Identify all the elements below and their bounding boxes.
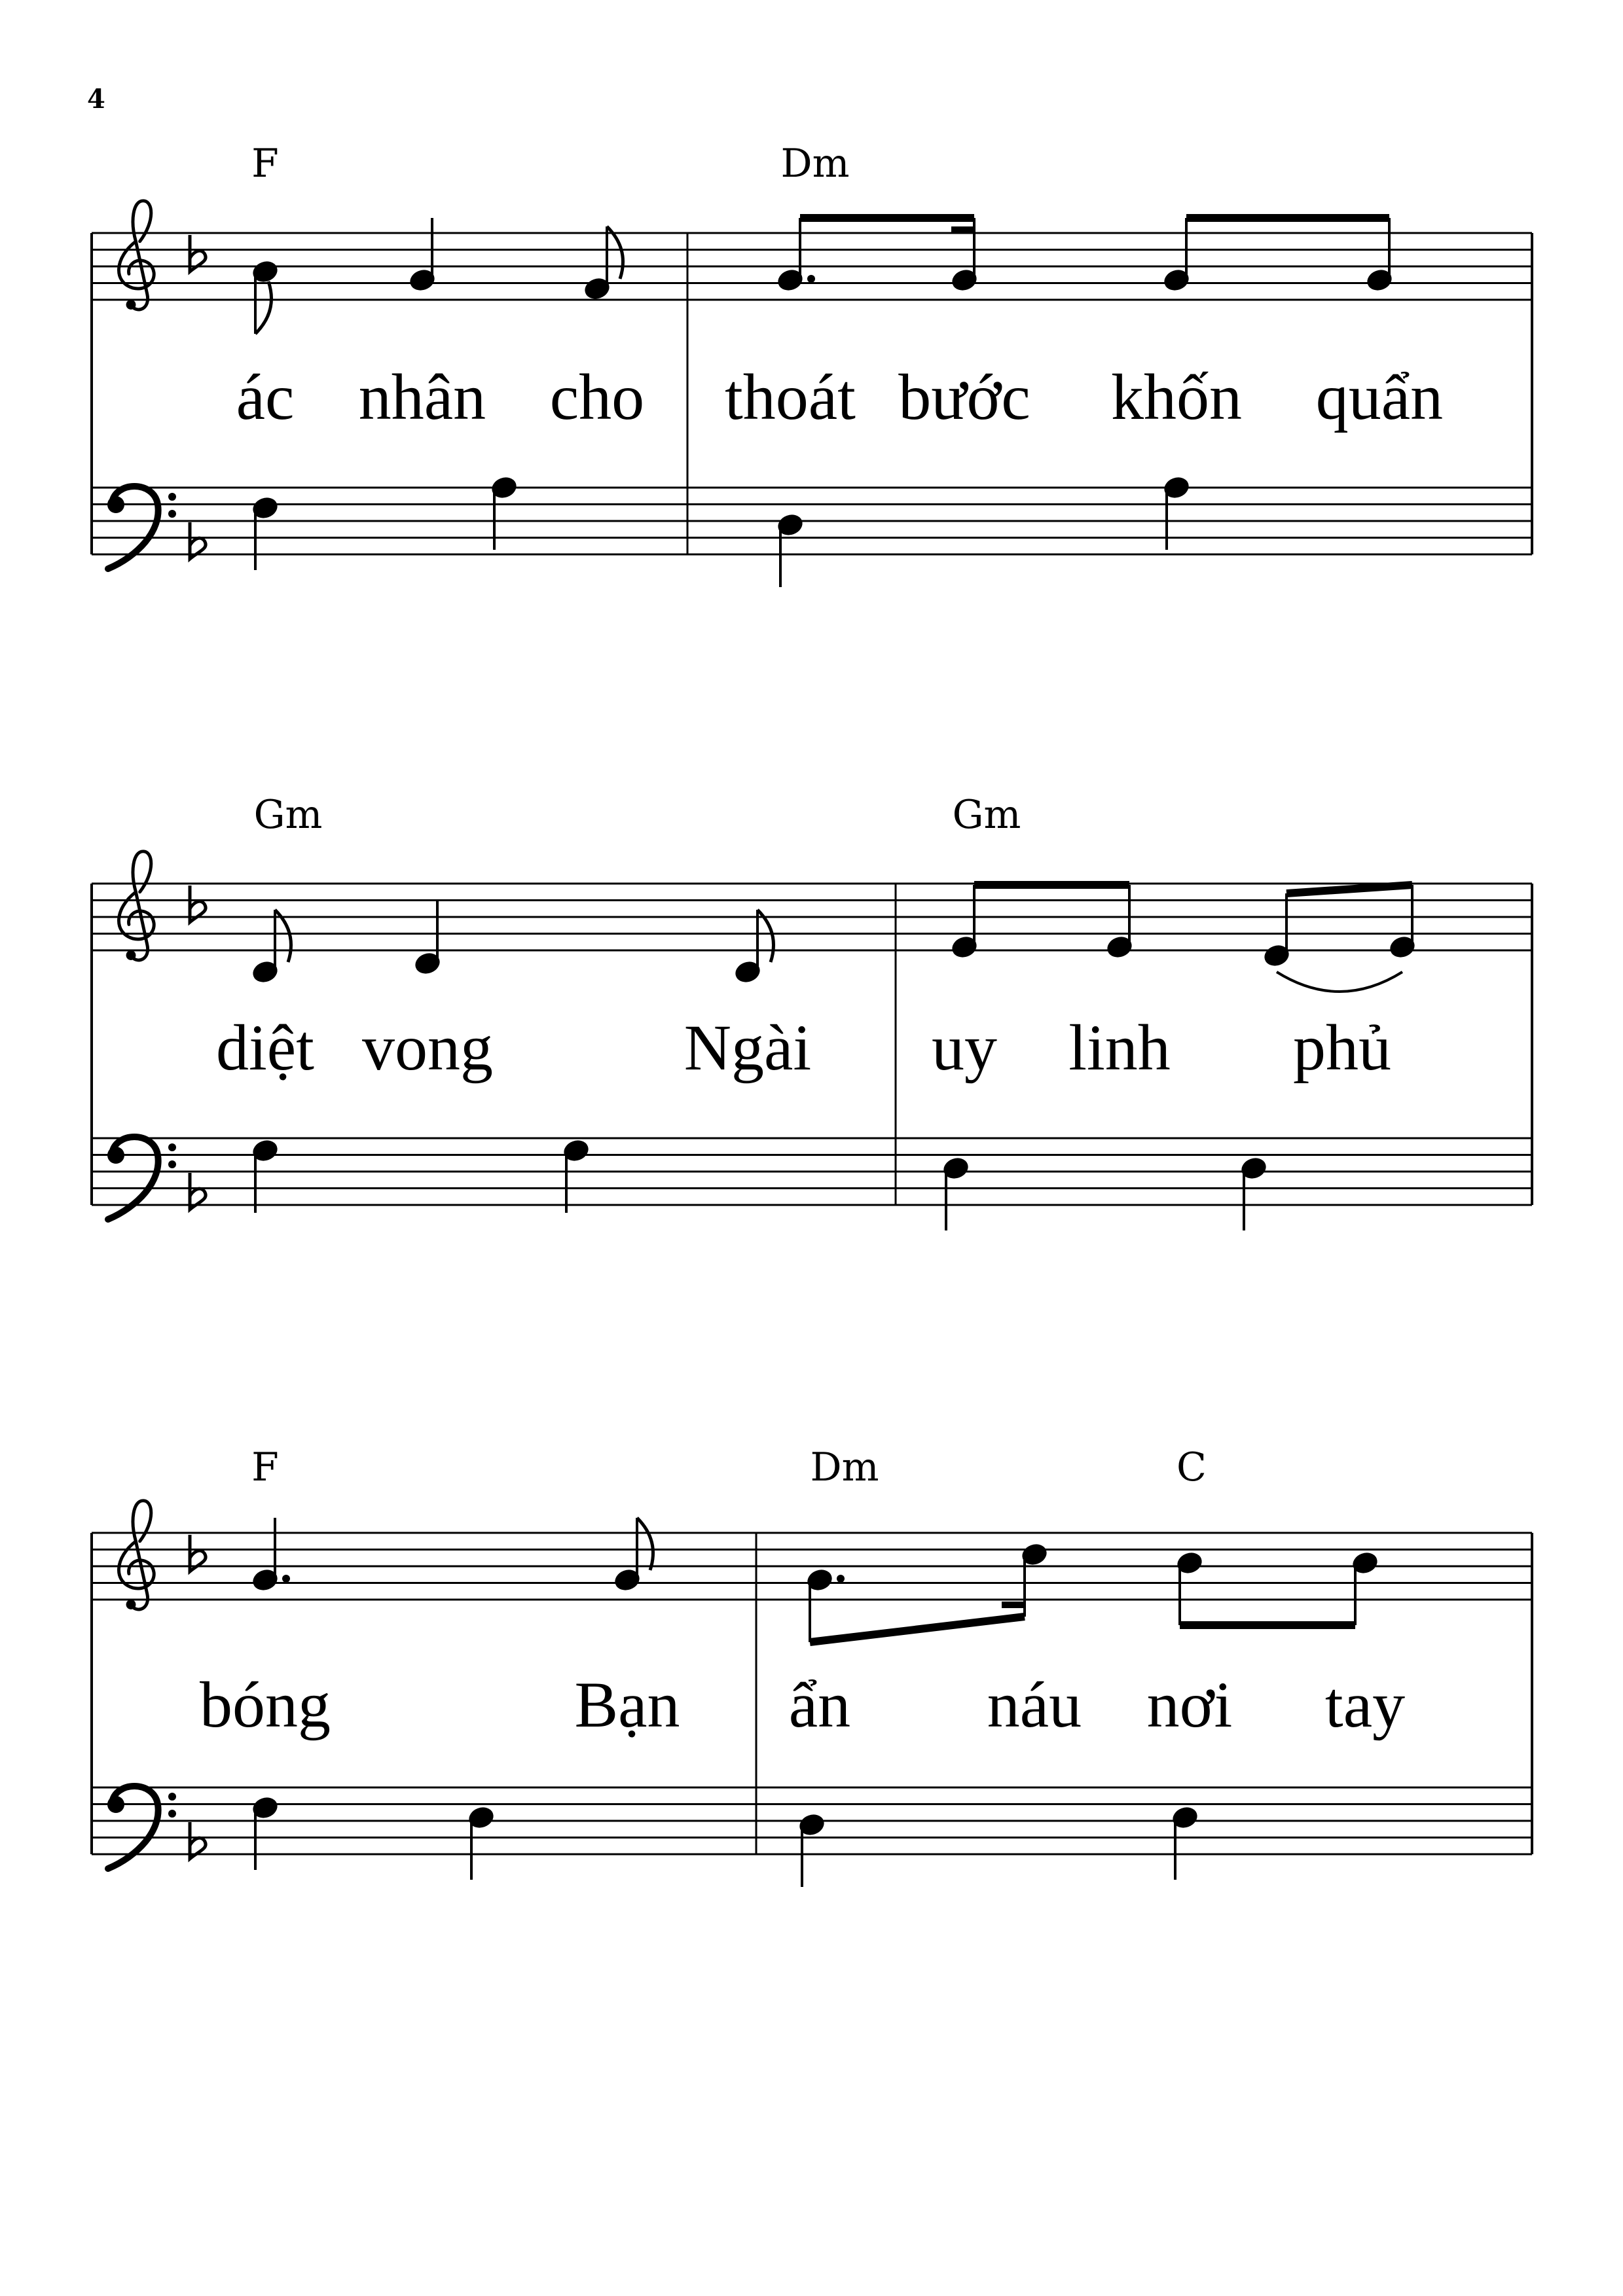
bass-clef-icon xyxy=(107,1786,176,1869)
lyric-syllable: tay xyxy=(1324,1668,1406,1741)
lyric-syllable: diệt xyxy=(216,1011,314,1084)
flag xyxy=(637,1518,653,1570)
chord-symbol: Gm xyxy=(952,792,1021,838)
lyric-syllable: thoát xyxy=(725,361,856,433)
lyric-syllable: khốn xyxy=(1111,361,1242,433)
lyric-syllable: nơi xyxy=(1146,1668,1233,1741)
lyric-syllable: bước xyxy=(898,361,1030,433)
lyric-syllable: bóng xyxy=(200,1668,331,1741)
lyric-syllable: ác xyxy=(236,361,295,433)
lyric-syllable: phủ xyxy=(1293,1011,1391,1084)
lyric-syllable: náu xyxy=(987,1668,1082,1741)
lyric-syllable: nhân xyxy=(358,361,486,433)
bass-staff xyxy=(92,1787,1532,1854)
system-2 xyxy=(92,792,1532,1230)
treble-clef-icon xyxy=(119,201,154,310)
dot xyxy=(282,1575,290,1583)
bass-clef-icon xyxy=(107,1137,176,1219)
chord-symbol: F xyxy=(251,1444,279,1490)
chord-symbol: C xyxy=(1176,1444,1207,1490)
dot xyxy=(837,1575,845,1583)
lyric-syllable: ẩn xyxy=(788,1668,851,1741)
treble-staff xyxy=(92,1533,1532,1600)
chord-symbol: F xyxy=(251,141,279,187)
bass-staff xyxy=(92,488,1532,554)
treble-clef-icon xyxy=(119,852,154,960)
bass-clef-icon xyxy=(107,486,176,569)
systems xyxy=(92,141,1532,1887)
treble-staff xyxy=(92,233,1532,300)
dot xyxy=(807,275,815,283)
lyric-syllable: cho xyxy=(549,361,645,433)
treble-clef-icon xyxy=(119,1501,154,1609)
lyric-syllable: Bạn xyxy=(574,1668,680,1741)
beam xyxy=(1286,885,1412,893)
lyric-syllable: Ngài xyxy=(684,1011,812,1084)
beam xyxy=(810,1617,1025,1642)
flag xyxy=(607,226,623,279)
flag xyxy=(255,281,272,334)
chord-symbol: Dm xyxy=(780,141,850,187)
bass-staff xyxy=(92,1138,1532,1205)
lyric-syllable: linh xyxy=(1068,1011,1171,1084)
chord-symbol: Dm xyxy=(810,1444,879,1490)
page-number: 4 xyxy=(87,84,105,115)
chord-symbol: Gm xyxy=(253,792,323,838)
slur xyxy=(1277,972,1402,992)
lyric-syllable: uy xyxy=(932,1011,997,1084)
lyric-syllable: vong xyxy=(362,1011,493,1084)
lyric-syllable: quẩn xyxy=(1315,361,1444,433)
